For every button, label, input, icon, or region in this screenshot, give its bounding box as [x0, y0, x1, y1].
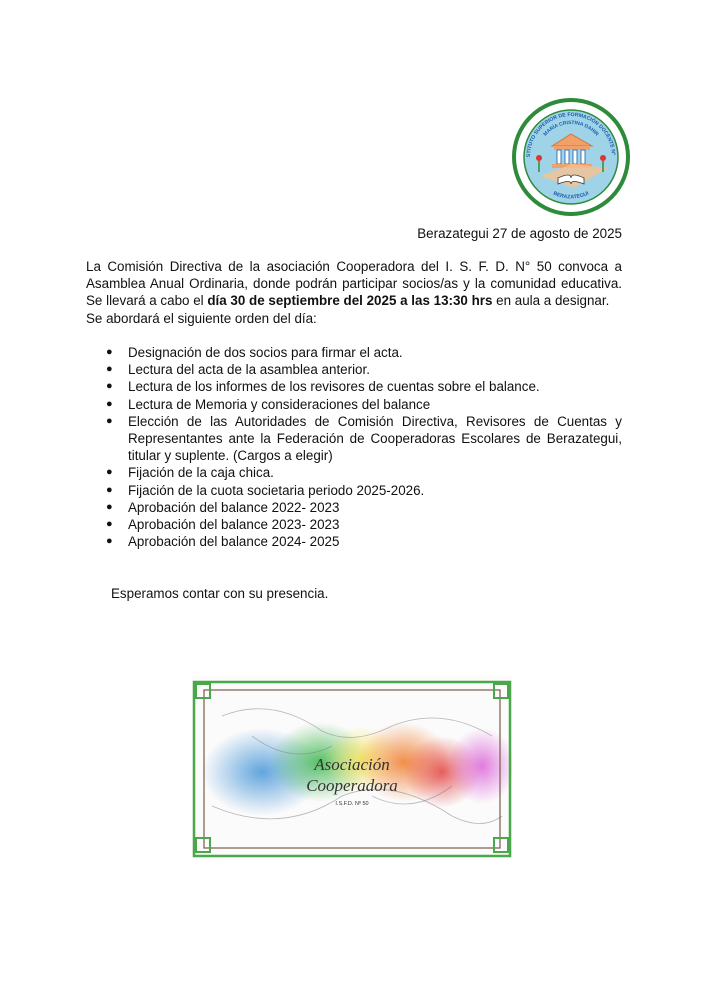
bullet: ● [106, 466, 113, 479]
bullet: ● [106, 380, 113, 393]
logo-top-text: STITUTO SUPERIOR DE FORMACIÓN DOCENTE Nº [525, 111, 616, 158]
institution-logo [512, 98, 630, 216]
logo-name-text: MARÍA CRISTINA DAHIR [542, 119, 600, 138]
bullet: ● [106, 535, 113, 548]
meeting-date-bold: día 30 de septiembre del 2025 a las 13:30 hrs [207, 293, 493, 309]
bullet: ● [106, 518, 113, 531]
bullet: ● [106, 500, 113, 513]
agenda-item: ● Aprobación del balance 2022- 2023 [106, 499, 340, 515]
cooperadora-emblem [192, 676, 512, 860]
emblem-line3: I.S.F.D. Nº 50 [335, 801, 369, 807]
agenda-intro: Se abordará el siguiente orden del día: [86, 310, 317, 326]
agenda-item: ● Elección de las Autoridades de Comisión Directiva, Revisores de Cuentas y Representantes ante la Federación de Cooperadoras Escolares de Berazategui, titular y suplente. (Cargos a elegir) [106, 413, 622, 464]
agenda-item: ● Lectura de Memoria y consideraciones del balance [106, 396, 431, 412]
bullet: ● [106, 363, 113, 376]
agenda-list [86, 344, 622, 550]
body-text [86, 258, 622, 327]
intro-text: La Comisión Directiva de la asociación Cooperadora del I. S. F. D. N° 50 convoca a Asamblea Anual Ordinaria, donde podrán participar socios/as y la comunidad educativa. Se llevará a cabo el [86, 259, 622, 309]
agenda-item: ● Fijación de la caja chica. [106, 465, 274, 481]
bullet: ● [106, 397, 113, 410]
agenda-item: ● Lectura del acta de la asamblea anterior. [106, 362, 370, 378]
agenda-item: ● Designación de dos socios para firmar el acta. [106, 345, 403, 360]
bullet: ● [106, 414, 113, 427]
intro-paragraph [86, 258, 622, 310]
emblem-line2: Cooperadora [306, 776, 398, 795]
emblem-line1: Asociación [314, 755, 390, 774]
date-line: Berazategui 27 de agosto de 2025 [417, 226, 622, 241]
bullet: ● [106, 483, 113, 496]
bullet: ● [106, 346, 113, 358]
closing-line: Esperamos contar con su presencia. [111, 586, 329, 601]
agenda-item: ● Lectura de los informes de los revisores de cuentas sobre el balance. [106, 379, 540, 395]
logo-bottom-text: BERAZATEGUI [552, 190, 590, 201]
agenda-item: ● Aprobación del balance 2024- 2025 [106, 534, 340, 550]
agenda-item: ● Aprobación del balance 2023- 2023 [106, 517, 340, 533]
agenda-item: ● Fijación de la cuota societaria periodo 2025-2026. [106, 482, 425, 498]
intro-text-end: en aula a designar. [492, 293, 610, 309]
